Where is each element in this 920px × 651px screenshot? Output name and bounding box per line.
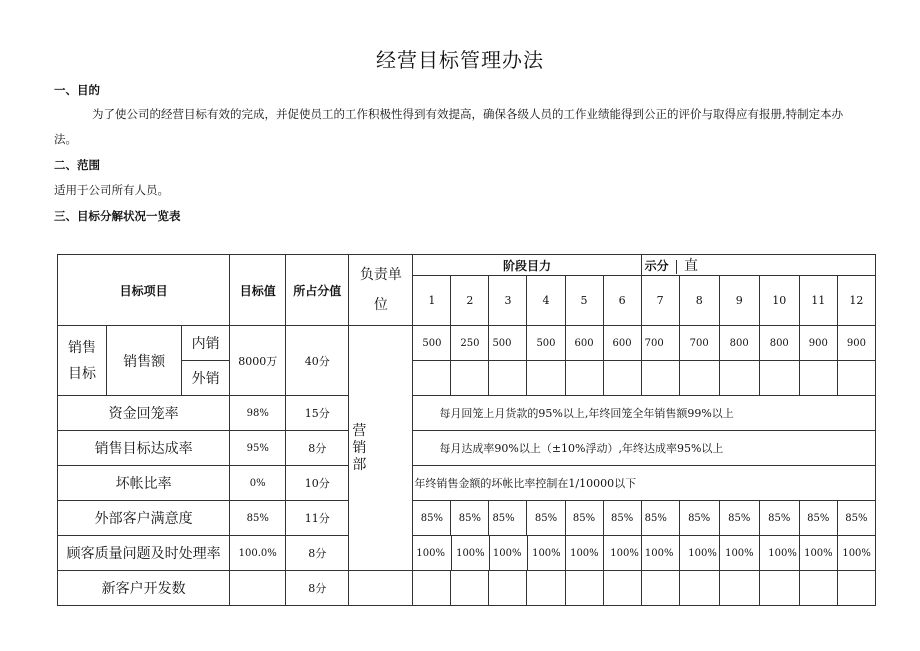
- satisfaction-month-8: 85%: [679, 501, 719, 536]
- achievement-rate-value: 95%: [230, 431, 286, 466]
- satisfaction-month-4: 85%: [527, 501, 565, 536]
- domestic-month-6: 600: [603, 326, 641, 361]
- satisfaction-month-7: 85%: [641, 501, 679, 536]
- satisfaction-month-3: 85%: [489, 501, 527, 536]
- target-breakdown-table: [57, 254, 876, 606]
- domestic-month-3: 500: [489, 326, 527, 361]
- domestic-month-12: 900: [837, 326, 875, 361]
- header-target-value: 目标值: [230, 255, 286, 326]
- new-client-value: [230, 571, 286, 606]
- dept-char-1: 营: [352, 422, 367, 439]
- domestic-month-11: 900: [799, 326, 837, 361]
- new-client-score: 8分: [286, 571, 349, 606]
- quality-month-8: 100%: [679, 536, 719, 570]
- month-header-8: 8: [679, 276, 719, 326]
- month-header-9: 9: [719, 276, 759, 326]
- quality-month-3: 100%: [489, 536, 527, 570]
- domestic-month-5: 600: [565, 326, 603, 361]
- domestic-month-2: 250: [451, 326, 489, 361]
- domestic-month-8: 700: [679, 326, 719, 361]
- export-month-3: [489, 361, 527, 396]
- bad-debt-value: 0%: [230, 466, 286, 501]
- satisfaction-month-10: 85%: [759, 501, 799, 536]
- month-header-3: 3: [489, 276, 527, 326]
- domestic-month-9: 800: [719, 326, 759, 361]
- sales-target-label: [58, 326, 107, 396]
- month-header-5: 5: [565, 276, 603, 326]
- achievement-rate-score: 8分: [286, 431, 349, 466]
- section-1-body-line-1: 为了使公司的经营目标有效的完成，并促使员工的工作积极性得到有效提高，确保各级人员的工作业绩能得到公正的评价与取得应有报册,特制定本办: [92, 107, 844, 121]
- sales-target-value: 8000万: [230, 326, 286, 396]
- quality-month-2: 100%: [451, 536, 489, 570]
- export-month-1: [413, 361, 451, 396]
- satisfaction-value: 85%: [230, 501, 286, 536]
- export-month-2: [451, 361, 489, 396]
- header-responsible-unit: [349, 255, 413, 326]
- new-client-month-2: [451, 571, 489, 606]
- satisfaction-month-2: 85%: [451, 501, 489, 536]
- header-show-label: 示分: [644, 259, 669, 273]
- export-month-11: [799, 361, 837, 396]
- bad-debt-score: 10分: [286, 466, 349, 501]
- satisfaction-score: 11分: [286, 501, 349, 536]
- header-target-item: 目标项目: [58, 255, 230, 326]
- export-month-6: [603, 361, 641, 396]
- quality-month-5: 100%: [565, 536, 603, 570]
- bad-debt-label: 坏帐比率: [58, 466, 230, 501]
- payment-rate-note: 每月回笼上月货款的95%以上,年终回笼全年销售额99%以上: [413, 396, 876, 431]
- quality-month-7: 100%: [641, 536, 679, 570]
- header-stage-target: 阶段目力: [413, 255, 641, 276]
- month-header-10: 10: [759, 276, 799, 326]
- satisfaction-month-6: 85%: [603, 501, 641, 536]
- new-client-label: 新客户开发数: [58, 571, 230, 606]
- header-score: 所占分值: [286, 255, 349, 326]
- month-header-1: 1: [413, 276, 451, 326]
- new-client-month-3: [489, 571, 527, 606]
- new-client-dept-cell: [349, 571, 413, 606]
- satisfaction-month-12: 85%: [837, 501, 875, 536]
- section-1-body-line-2: 法。: [54, 132, 77, 146]
- quality-handling-months-band: [413, 536, 876, 571]
- dept-char-2: 销: [352, 439, 367, 456]
- section-3-heading: 三、目标分解状况一览表: [54, 209, 181, 223]
- section-2-heading: 二、范围: [54, 158, 100, 172]
- export-month-12: [837, 361, 875, 396]
- header-unit-line-2: 位: [373, 297, 388, 313]
- satisfaction-month-5: 85%: [565, 501, 603, 536]
- payment-rate-label: 资金回笼率: [58, 396, 230, 431]
- header-show-label-2: 直: [684, 258, 699, 274]
- satisfaction-label: 外部客户满意度: [58, 501, 230, 536]
- quality-month-12: 100%: [837, 536, 875, 570]
- month-header-6: 6: [603, 276, 641, 326]
- sales-label-line-2: 目标: [68, 365, 97, 382]
- payment-rate-value: 98%: [230, 396, 286, 431]
- sales-label-line-1: 销售: [68, 339, 97, 356]
- new-client-month-4: [527, 571, 565, 606]
- quality-month-1: 100%: [416, 547, 445, 559]
- payment-rate-score: 15分: [286, 396, 349, 431]
- section-1-heading: 一、目的: [54, 83, 100, 97]
- domestic-month-10: 800: [759, 326, 799, 361]
- month-header-11: 11: [799, 276, 837, 326]
- domestic-label: 内销: [182, 326, 230, 361]
- new-client-month-10: [759, 571, 799, 606]
- dept-char-3: 部: [352, 456, 367, 473]
- month-header-7: 7: [641, 276, 679, 326]
- month-header-4: 4: [527, 276, 565, 326]
- new-client-month-6: [603, 571, 641, 606]
- quality-month-11: 100%: [799, 536, 837, 570]
- header-show-score: [641, 255, 875, 276]
- domestic-month-4: 500: [527, 326, 565, 361]
- quality-month-10: 100%: [759, 536, 799, 570]
- page-title: 经营目标管理办法: [376, 48, 544, 72]
- new-client-month-12: [837, 571, 875, 606]
- satisfaction-month-9: 85%: [719, 501, 759, 536]
- export-month-4: [527, 361, 565, 396]
- section-2-body: 适用于公司所有人员。: [54, 183, 169, 197]
- satisfaction-month-1: 85%: [413, 501, 451, 536]
- quality-month-6: 100%: [603, 536, 641, 570]
- new-client-month-11: [799, 571, 837, 606]
- satisfaction-month-11: 85%: [799, 501, 837, 536]
- domestic-month-7: 700: [641, 326, 679, 361]
- sales-target-score: 40分: [286, 326, 349, 396]
- month-header-12: 12: [837, 276, 875, 326]
- export-label: 外销: [182, 361, 230, 396]
- sales-amount-label: 销售额: [107, 326, 182, 396]
- export-month-7: [641, 361, 679, 396]
- responsible-dept: [349, 326, 413, 571]
- header-unit-line-1: 负责单: [359, 267, 402, 283]
- quality-month-4: 100%: [527, 536, 565, 570]
- quality-handling-score: 8分: [286, 536, 349, 571]
- export-month-8: [679, 361, 719, 396]
- export-month-10: [759, 361, 799, 396]
- bad-debt-note: 年终销售金额的坏帐比率控制在1/10000以下: [413, 466, 876, 501]
- month-header-2: 2: [451, 276, 489, 326]
- quality-handling-value: 100.0%: [230, 536, 286, 571]
- quality-handling-label: 顾客质量问题及时处理率: [58, 536, 230, 571]
- new-client-month-7: [641, 571, 679, 606]
- domestic-month-1: 500: [413, 326, 451, 361]
- export-month-5: [565, 361, 603, 396]
- new-client-month-1: [413, 571, 451, 606]
- new-client-month-5: [565, 571, 603, 606]
- achievement-rate-label: 销售目标达成率: [58, 431, 230, 466]
- achievement-rate-note: 每月达成率90%以上（±10%浮动）,年终达成率95%以上: [413, 431, 876, 466]
- export-month-9: [719, 361, 759, 396]
- quality-month-9: 100%: [719, 536, 759, 570]
- new-client-month-9: [719, 571, 759, 606]
- new-client-month-8: [679, 571, 719, 606]
